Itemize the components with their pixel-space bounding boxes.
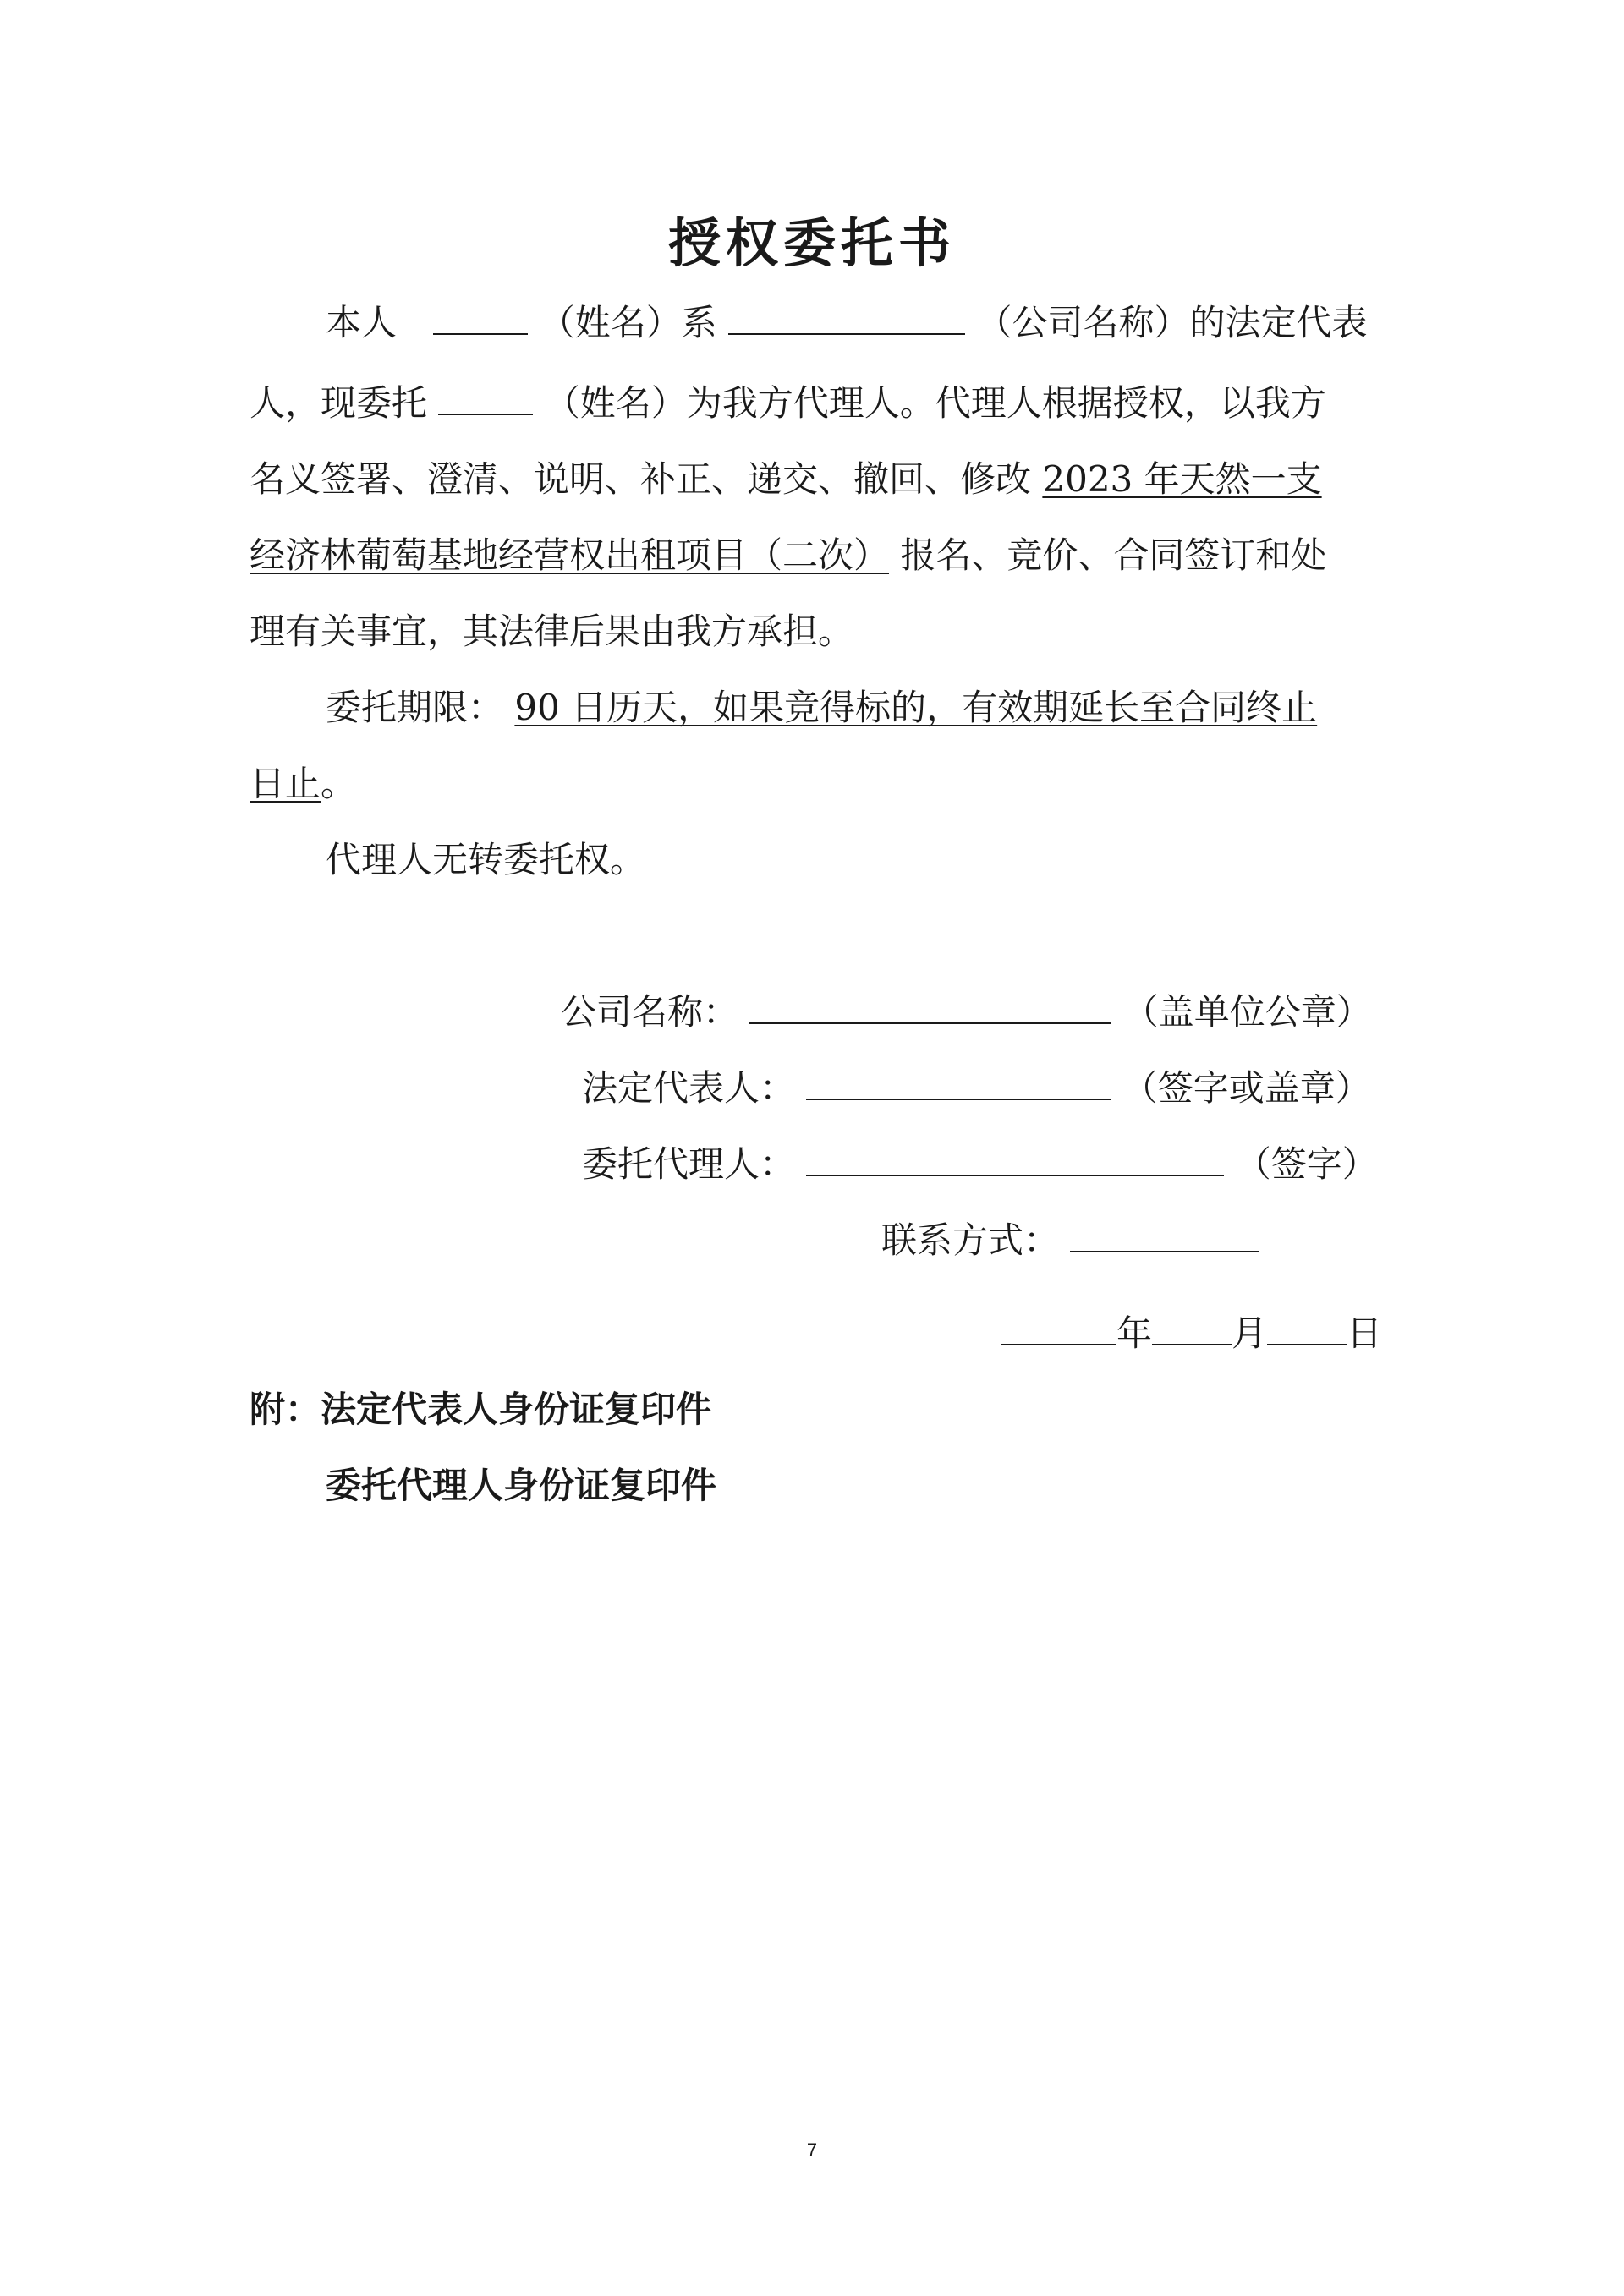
attachment-item: 法定代表人身份证复印件 (321, 1389, 712, 1430)
attachments-label: 附： (250, 1389, 321, 1430)
company-note: （盖单位公章） (1122, 991, 1372, 1033)
year-field[interactable] (1001, 1312, 1116, 1345)
company-blank (728, 301, 965, 335)
text: 人，现委托 (250, 382, 428, 424)
text: 。 (321, 763, 357, 804)
project-name: 2023 年天然一支 (1042, 458, 1322, 500)
agent-name-blank (438, 381, 533, 415)
project-name: 经济林葡萄基地经营权出租项目（二次） (250, 534, 890, 576)
contact-field[interactable] (1070, 1219, 1259, 1252)
para2-line2 (250, 759, 356, 809)
text: 理有关事宜，其法律后果由我方承担。 (250, 611, 854, 652)
legal-rep-signature-row (582, 1063, 1371, 1114)
para3: 代理人无转委托权。 (326, 839, 646, 880)
legal-rep-field[interactable] (806, 1066, 1111, 1100)
text: 本人 (326, 302, 398, 343)
agent-note: （签字） (1235, 1143, 1378, 1185)
company-label: 公司名称： (561, 991, 739, 1033)
term-label: 委托期限： (326, 687, 504, 728)
attachment-item: 委托代理人身份证复印件 (326, 1465, 717, 1506)
month-label: 月 (1232, 1312, 1268, 1354)
text: 名义签署、澄清、说明、补正、递交、撤回、修改 (250, 458, 1032, 500)
date-row (1001, 1308, 1382, 1359)
agent-label: 委托代理人： (582, 1143, 796, 1185)
para1-line2 (250, 378, 1326, 429)
term-value: 日止 (250, 763, 321, 804)
attachments-line1 (250, 1384, 711, 1435)
contact-label: 联系方式： (881, 1219, 1060, 1261)
year-label: 年 (1116, 1312, 1153, 1354)
para1-line5 (250, 606, 853, 657)
document-title: 授权委托书 (667, 212, 956, 274)
company-signature-row (561, 987, 1372, 1038)
term-value: 90 日历天，如果竞得标的，有效期延长至合同终止 (514, 687, 1318, 728)
name-blank (433, 301, 528, 335)
agent-field[interactable] (806, 1143, 1224, 1176)
para2-line1 (326, 682, 1317, 733)
contact-row (881, 1215, 1259, 1266)
para1-line1 (326, 298, 1367, 348)
text: （公司名称）的法定代表 (976, 302, 1368, 343)
legal-rep-label: 法定代表人： (582, 1067, 796, 1109)
company-name-field[interactable] (749, 990, 1111, 1024)
agent-signature-row (582, 1139, 1378, 1190)
para1-line4 (250, 530, 1326, 581)
day-label: 日 (1347, 1312, 1383, 1354)
para1-line3 (250, 454, 1322, 505)
month-field[interactable] (1152, 1312, 1232, 1345)
legal-rep-note: （签字或盖章） (1122, 1067, 1371, 1109)
text: 报名、竞价、合同签订和处 (900, 534, 1327, 576)
attachments-line2 (326, 1460, 716, 1511)
text: （姓名）为我方代理人。代理人根据授权，以我方 (544, 382, 1326, 424)
text: （姓名）系 (539, 302, 717, 343)
page-number: 7 (806, 2140, 818, 2161)
day-field[interactable] (1267, 1312, 1347, 1345)
